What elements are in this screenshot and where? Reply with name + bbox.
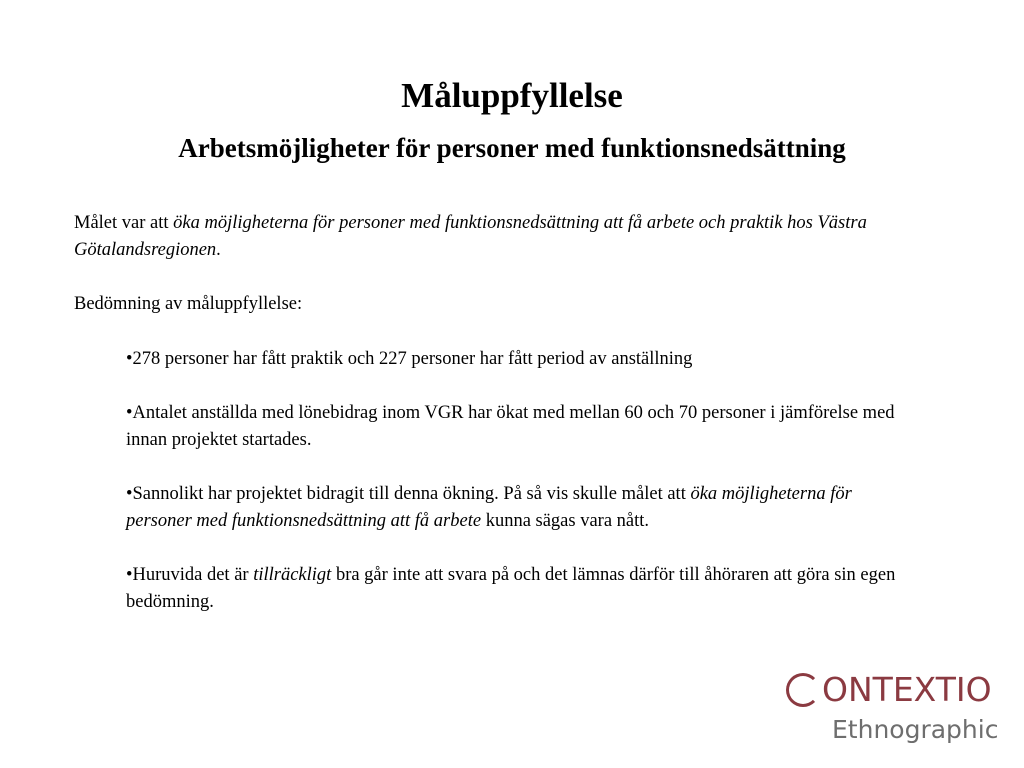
bullet-item: [126, 346, 916, 373]
bullet-item: [126, 481, 916, 535]
goal-lead: Målet var att: [74, 213, 174, 233]
assessment-heading: Bedömning av måluppfyllelse:: [74, 294, 303, 314]
goal-italic: öka möjligheterna för personer med funktionsnedsättning att få arbete och praktik hos Västra Götalandsregionen: [74, 213, 867, 260]
goal-end: .: [216, 240, 221, 260]
bullet-list: [126, 346, 916, 643]
slide-title: Måluppfyllelse: [401, 76, 623, 115]
bullet-text: kunna sägas vara nått.: [481, 511, 650, 531]
logo-wordmark: ONTEXTIO: [822, 670, 992, 709]
bullet-italic: tillräckligt: [253, 565, 332, 585]
bullet-text: •Antalet anställda med lönebidrag inom VGR har ökat med mellan 60 och 70 personer i jämförelse med innan projektet startades.: [126, 403, 895, 450]
logo-c-ring-icon: [786, 673, 820, 707]
bullet-text: bra går inte att svara på och det lämnas därför till åhöraren att göra sin egen bedömning.: [126, 565, 896, 612]
contextio-logo: [786, 668, 1006, 748]
bullet-text: •278 personer har fått praktik och 227 personer har fått period av anställning: [126, 349, 693, 369]
slide-subtitle: Arbetsmöjligheter för personer med funktionsnedsättning: [178, 133, 846, 163]
bullet-text: •Sannolikt har projektet bidragit till denna ökning. På så vis skulle målet att: [126, 484, 691, 504]
bullet-text: •Huruvida det är: [126, 565, 254, 585]
logo-subtitle: Ethnographic: [832, 715, 999, 744]
bullet-italic: öka möjligheterna för personer med funktionsnedsättning att få arbete: [126, 484, 852, 531]
goal-paragraph: [74, 210, 914, 264]
bullet-item: [126, 400, 916, 454]
logo-mark: [786, 668, 992, 712]
bullet-item: [126, 562, 916, 616]
